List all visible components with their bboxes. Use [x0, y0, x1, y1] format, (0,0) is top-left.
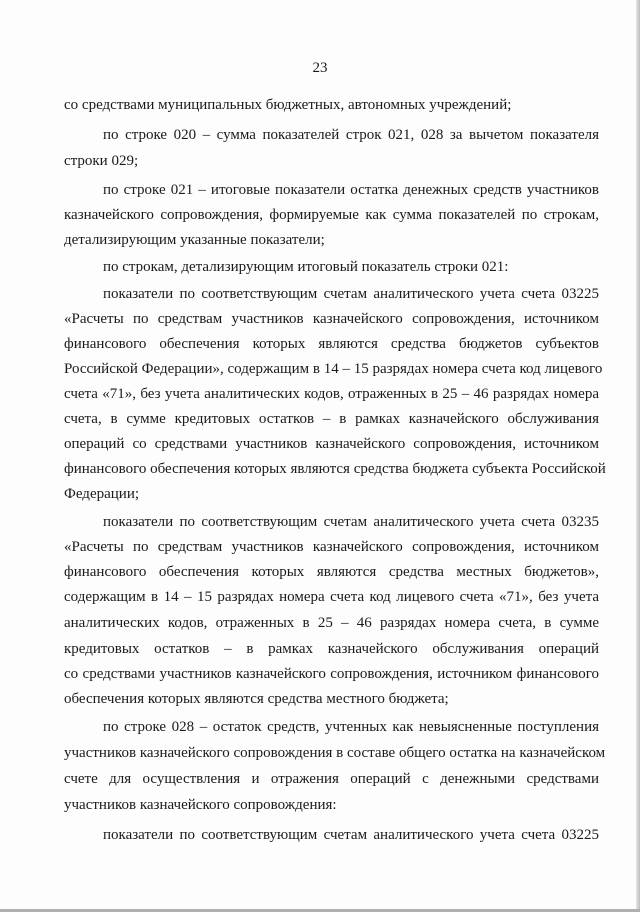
text-line: по строке 020 – сумма показателей строк 021, 028 за вычетом показателя	[103, 127, 599, 143]
text-line: со средствами участников казначейского сопровождения, источником финансового	[64, 666, 599, 682]
text-line: Федерации;	[64, 486, 140, 502]
text-line: счете для осуществления и отражения операций с денежными средствами	[64, 771, 599, 787]
text-line: строки 029;	[64, 153, 139, 169]
text-line: показатели по соответствующим счетам аналитического учета счета 03225	[103, 827, 599, 843]
text-line: аналитических кодов, отраженных в 25 – 46 разрядах номера счета, в сумме	[64, 615, 599, 631]
text-line: участников казначейского сопровождения в составе общего остатка на казначейском	[64, 745, 606, 761]
text-line: операций со средствами участников казначейского сопровождения, источником	[64, 436, 599, 452]
text-line: Российской Федерации», содержащим в 14 – 15 разрядах номера счета код лицевого	[64, 361, 603, 377]
text-line: детализирующим указанные показатели;	[64, 232, 325, 248]
page-number: 23	[312, 60, 328, 76]
text-line: счета, в сумме кредитовых остатков – в рамках казначейского обслуживания	[64, 411, 599, 427]
text-line: финансового обеспечения которых являются средства бюджета субъекта Российской	[64, 461, 606, 477]
text-line: показатели по соответствующим счетам аналитического учета счета 03225	[103, 286, 599, 302]
text-line: финансового обеспечения которых являются средства бюджетов субъектов	[64, 336, 599, 352]
text-line: по строке 028 – остаток средств, учтенных как невыясненные поступления	[103, 719, 599, 735]
text-line: «Расчеты по средствам участников казначейского сопровождения, источником	[64, 539, 599, 555]
text-line: счета «71», без учета аналитических кодов, отраженных в 25 – 46 разрядах номера	[64, 386, 599, 402]
text-line: обеспечения которых являются средства местного бюджета;	[64, 691, 449, 707]
text-line: казначейского сопровождения, формируемые как сумма показателей по строкам,	[64, 207, 599, 223]
text-line: кредитовых остатков – в рамках казначейского обслуживания операций	[64, 641, 599, 657]
text-line: участников казначейского сопровождения:	[64, 797, 337, 813]
text-line: финансового обеспечения которых являются средства местных бюджетов»,	[64, 564, 599, 580]
text-line: содержащим в 14 – 15 разрядах номера счета код лицевого счета «71», без учета	[64, 589, 599, 605]
text-line: со средствами муниципальных бюджетных, автономных учреждений;	[64, 97, 512, 113]
text-line: «Расчеты по средствам участников казначейского сопровождения, источником	[64, 311, 599, 327]
scan-edge-right	[636, 0, 640, 912]
text-line: по строкам, детализирующим итоговый показатель строки 021:	[103, 259, 509, 275]
text-line: показатели по соответствующим счетам аналитического учета счета 03235	[103, 514, 599, 530]
text-line: по строке 021 – итоговые показатели остатка денежных средств участников	[103, 182, 599, 198]
